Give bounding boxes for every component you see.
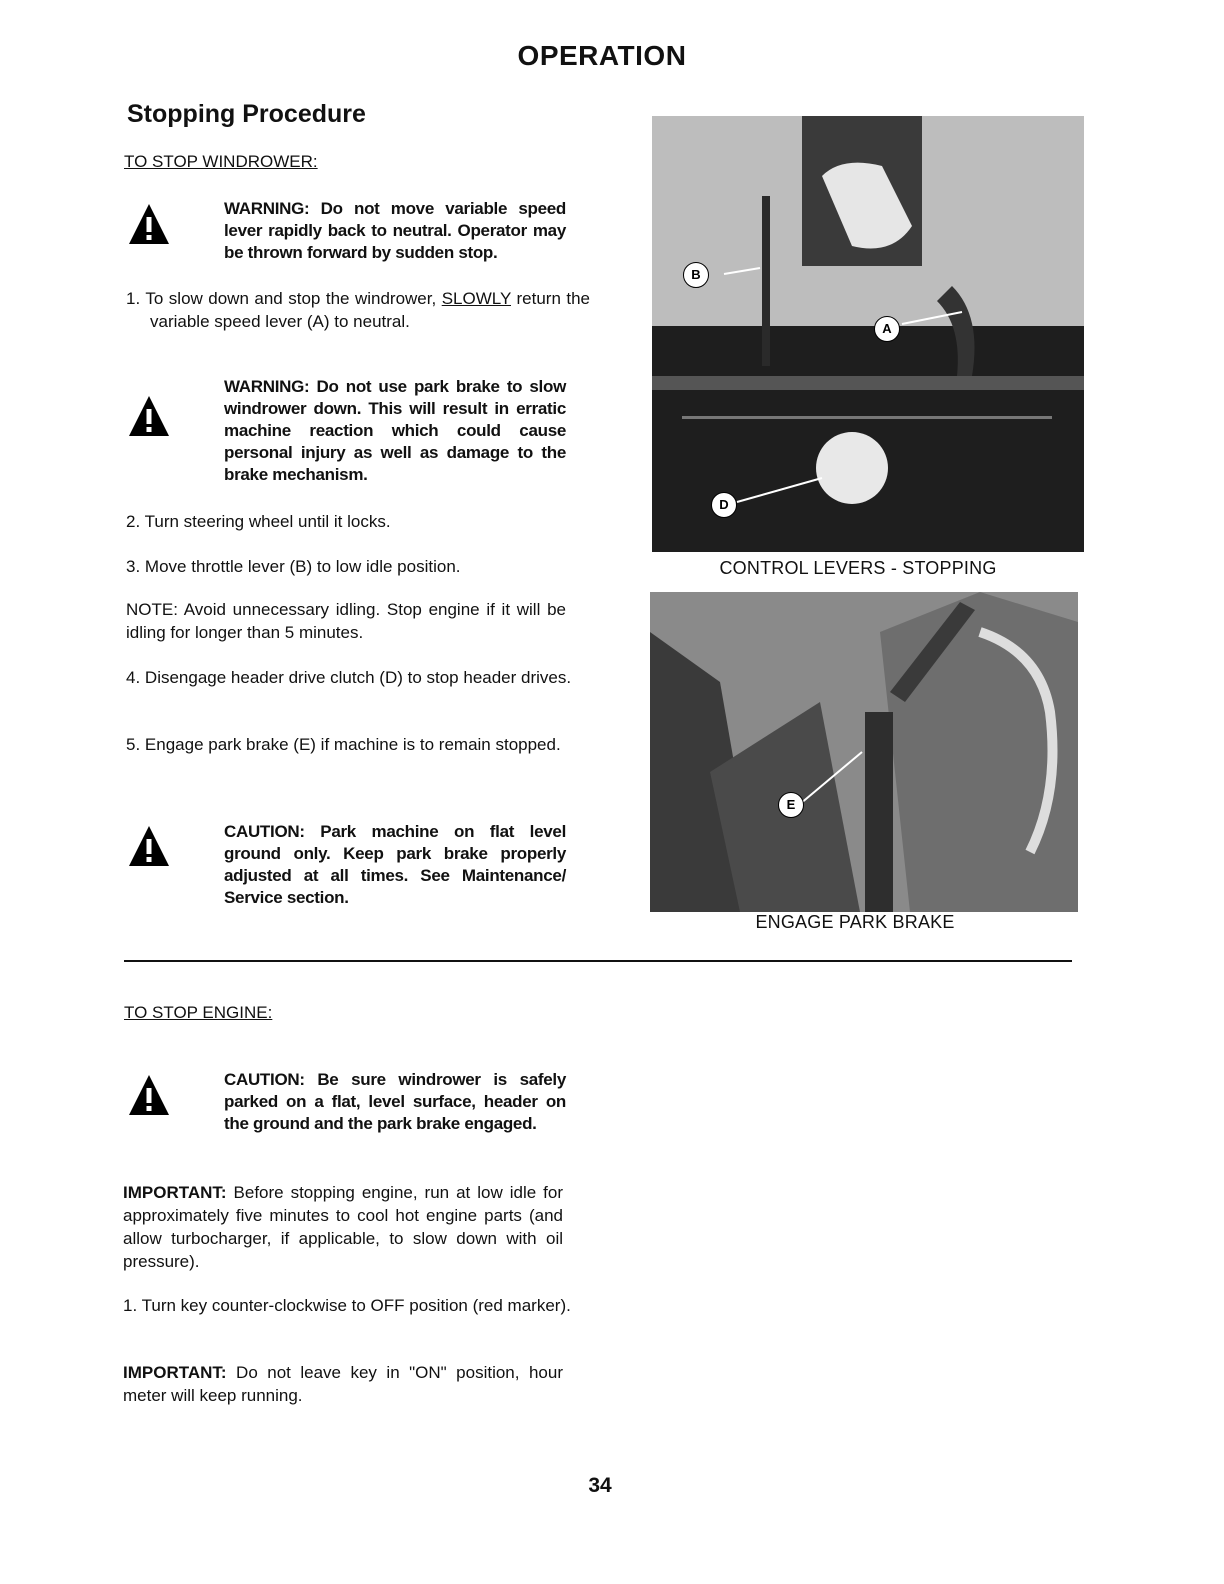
important-label: IMPORTANT: (123, 1183, 227, 1202)
note-label: NOTE: (126, 600, 178, 619)
caution-park-machine: CAUTION: Park machine on flat level ground only. Keep park brake properly adjusted at all times. See Maintenance/ Service section. (224, 822, 566, 907)
windrower-step-5 (126, 733, 590, 756)
caution-parked-safely: CAUTION: Be sure windrower is safely parked on a flat, level surface, header on the ground and the park brake engaged. (224, 1070, 566, 1133)
windrower-heading: TO STOP WINDROWER: (124, 152, 318, 171)
important-text: Before stopping engine, run at low idle for approximately five minutes to cool hot engine parts (and allow turbocharger, if applicable, to slow down with oil pressure). (123, 1183, 563, 1271)
step-text: Turn key counter-clockwise to OFF position (red marker). (141, 1296, 571, 1315)
callout-e: E (778, 792, 804, 818)
windrower-step-1 (126, 287, 590, 333)
warning-triangle-icon (127, 202, 171, 246)
engine-step-1 (123, 1294, 587, 1317)
park-brake-illustration (650, 592, 1078, 912)
figure-caption: CONTROL LEVERS - STOPPING (719, 558, 997, 578)
warning-triangle-icon (127, 394, 171, 438)
control-levers-illustration (652, 116, 1084, 552)
windrower-step-4 (126, 666, 590, 689)
important-key-position (123, 1361, 563, 1407)
warning-park-brake: WARNING: Do not use park brake to slow windrower down. This will result in erratic machine reaction which could cause personal injury as well as damage to the brake mechanism. (224, 377, 566, 484)
caution-triangle-icon (127, 824, 171, 868)
step-text: To slow down and stop the windrower, (145, 289, 437, 308)
callout-b: B (683, 262, 709, 288)
step-number: 1. (126, 289, 141, 308)
warning-variable-speed: WARNING: Do not move variable speed lever rapidly back to neutral. Operator may be thrown forward by sudden stop. (224, 199, 566, 262)
windrower-step-2 (126, 510, 590, 533)
windrower-step-3 (126, 555, 590, 578)
step-text: Turn steering wheel until it locks. (144, 512, 391, 531)
step-number: 5. (126, 735, 141, 754)
important-label: IMPORTANT: (123, 1363, 227, 1382)
step-text: Move throttle lever (B) to low idle position. (144, 557, 461, 576)
callout-a: A (874, 316, 900, 342)
step-emphasis: SLOWLY (441, 289, 511, 308)
note-text: Avoid unnecessary idling. Stop engine if it will be idling for longer than 5 minutes. (126, 600, 566, 642)
step-number: 3. (126, 557, 141, 576)
note-idling (126, 598, 566, 644)
step-text: Engage park brake (E) if machine is to remain stopped. (144, 735, 561, 754)
step-number: 1. (123, 1296, 138, 1315)
step-text: return the variable speed lever (A) to neutral. (150, 289, 591, 331)
caution-triangle-icon (127, 1073, 171, 1117)
figure-caption: ENGAGE PARK BRAKE (755, 912, 955, 932)
important-text: Do not leave key in "ON" position, hour meter will keep running. (123, 1363, 563, 1405)
step-number: 4. (126, 668, 141, 687)
step-number: 2. (126, 512, 141, 531)
engine-heading: TO STOP ENGINE: (124, 1003, 273, 1022)
section-title: Stopping Procedure (127, 100, 366, 128)
page-number: 34 (588, 1474, 612, 1497)
step-text: Disengage header drive clutch (D) to stop header drives. (144, 668, 572, 687)
important-cool-down (123, 1181, 563, 1273)
control-levers-photo (652, 116, 1084, 552)
page-title: OPERATION (517, 40, 687, 71)
section-divider (124, 960, 1072, 962)
callout-d: D (711, 492, 737, 518)
park-brake-photo (650, 592, 1078, 912)
